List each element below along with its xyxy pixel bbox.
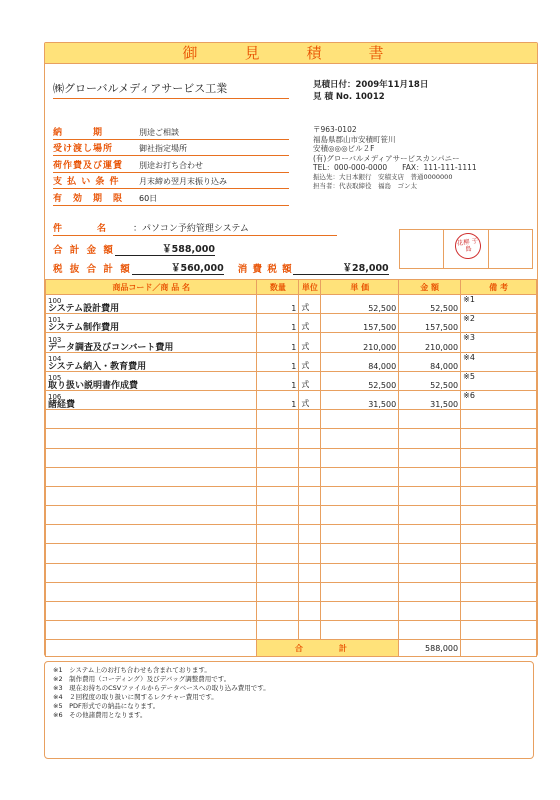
empty-row: [46, 544, 537, 563]
item-code: 100: [48, 297, 62, 306]
item-code: 101: [48, 316, 62, 325]
term-row: [53, 156, 289, 173]
term-value: 別途ご相談: [139, 127, 179, 137]
item-cell: [46, 390, 257, 409]
table-row: [46, 333, 537, 352]
sender-info: [313, 125, 477, 192]
header-price: 単 価: [321, 280, 399, 295]
document-title: 御 見 積 書: [45, 43, 537, 64]
customer-name: ㈱グローバルメディアサービス工業: [53, 80, 289, 99]
table-header-row: [46, 280, 537, 295]
item-unit: 式: [299, 314, 321, 333]
term-key: 納 期: [53, 127, 104, 138]
total-amount-row: [53, 237, 413, 256]
tax-label: 消 費 税 額: [237, 264, 293, 275]
term-key: 有 効 期 限: [53, 193, 124, 204]
term-key: 荷作費及び運賃: [53, 160, 124, 171]
sender-address2: 安積◎◎◎ビル２F: [313, 144, 375, 153]
item-name: システム制作費用: [48, 323, 120, 334]
estimate-no-label: 見 積 No.: [313, 92, 353, 102]
item-qty: 1: [257, 352, 299, 371]
table-row: [46, 371, 537, 390]
empty-row: [46, 602, 537, 621]
term-value: 別途お打ち合わせ: [139, 160, 203, 170]
stamp-cell: [489, 230, 532, 268]
terms-block: [53, 123, 289, 206]
term-value: 60日: [139, 193, 158, 203]
date-value: 2009年11月18日: [355, 80, 429, 90]
item-unit: 式: [299, 371, 321, 390]
item-note: ※4: [461, 352, 537, 371]
sender-person: 担当者：代表取締役 福島 ゴン太: [313, 182, 417, 190]
term-key: 支 払 い 条 件: [53, 177, 120, 187]
estimate-no-value: 10012: [355, 92, 385, 102]
item-note: ※3: [461, 333, 537, 352]
pretax-row: [53, 256, 413, 275]
item-note: ※2: [461, 314, 537, 333]
company-seal: 花柳 子島: [453, 231, 482, 260]
empty-row: [46, 410, 537, 429]
item-name: システム設計費用: [48, 304, 120, 315]
empty-row: [46, 506, 537, 525]
item-qty: 1: [257, 295, 299, 314]
estimate-meta: [313, 79, 428, 103]
item-qty: 1: [257, 333, 299, 352]
empty-row: [46, 467, 537, 486]
item-cell: [46, 314, 257, 333]
item-qty: 1: [257, 390, 299, 409]
sender-company: (有)グローバルメディアサービスカンパニー: [313, 153, 460, 163]
subject-line: 件 名 ：パソコン予約管理システム: [53, 221, 337, 236]
item-price: 31,500: [321, 390, 399, 409]
item-price: 157,500: [321, 314, 399, 333]
sender-bank: 振込先：大日本銀行 安積支店 普通0000000: [313, 172, 453, 181]
header-qty: 数量: [257, 280, 299, 295]
item-name: データ調査及びコンバート費用: [48, 342, 174, 353]
pretax-value: ￥560,000: [132, 260, 224, 275]
item-unit: 式: [299, 295, 321, 314]
item-qty: 1: [257, 371, 299, 390]
header-unit: 単位: [299, 280, 321, 295]
table-total-value: 588,000: [399, 640, 461, 657]
sender-zip: 〒963-0102: [313, 125, 357, 134]
total-value: ￥588,000: [115, 241, 215, 256]
date-label: 見積日付：: [313, 80, 356, 90]
item-price: 52,500: [321, 295, 399, 314]
term-row: [53, 123, 289, 140]
sender-address1: 福島県郡山市安積町笹川: [313, 134, 396, 144]
sender-tel-fax: TEL：000-000-0000 FAX：111-111-1111: [313, 163, 477, 172]
item-note: ※6: [461, 390, 537, 409]
item-amount: 31,500: [399, 390, 461, 409]
empty-row: [46, 582, 537, 601]
item-code: 106: [48, 393, 62, 402]
empty-row: [46, 563, 537, 582]
item-cell: [46, 371, 257, 390]
table-row: [46, 295, 537, 314]
item-note: ※1: [461, 295, 537, 314]
item-code: 104: [48, 354, 62, 363]
item-code: 105: [48, 373, 62, 382]
table-total-label: 合 計: [257, 640, 399, 657]
table-total-row: [46, 640, 537, 657]
table-row: [46, 352, 537, 371]
subject-key: 件 名: [53, 224, 109, 234]
item-unit: 式: [299, 390, 321, 409]
header-amount: 金 額: [399, 280, 461, 295]
item-code: 103: [48, 335, 62, 344]
note-line: ※2 制作費用（コーディング）及びデバッグ調整費用です。: [53, 675, 231, 683]
note-line: ※3 現在お持ちのCSVファイルからデータベースへの取り込み費用です。: [53, 684, 270, 692]
empty-row: [46, 429, 537, 448]
empty-row: [46, 448, 537, 467]
item-name: システム納入・教育費用: [48, 361, 147, 372]
item-price: 52,500: [321, 371, 399, 390]
empty-row: [46, 621, 537, 640]
item-unit: 式: [299, 352, 321, 371]
item-qty: 1: [257, 314, 299, 333]
item-cell: [46, 352, 257, 371]
table-row: [46, 314, 537, 333]
term-row: [53, 140, 289, 157]
item-cell: [46, 333, 257, 352]
item-amount: 52,500: [399, 295, 461, 314]
note-line: ※4 ２回程度の取り扱いに関するレクチャー費用です。: [53, 693, 218, 701]
term-value: 御社指定場所: [139, 144, 187, 153]
term-key: 受け渡し場所: [53, 144, 114, 154]
stamp-cell: [400, 230, 444, 268]
note-line: ※5 PDF形式での納品になります。: [53, 702, 160, 710]
total-label: 合 計 金 額: [53, 245, 115, 256]
table-row: [46, 390, 537, 409]
notes-box: [44, 661, 534, 759]
header-item: 商品コード／商 品 名: [46, 280, 257, 295]
item-price: 210,000: [321, 333, 399, 352]
note-line: ※6 その他諸費用となります。: [53, 711, 147, 719]
item-note: ※5: [461, 371, 537, 390]
totals-block: [53, 237, 413, 275]
item-price: 84,000: [321, 352, 399, 371]
header-note: 備 考: [461, 280, 537, 295]
item-amount: 52,500: [399, 371, 461, 390]
term-row: [53, 173, 289, 190]
item-amount: 157,500: [399, 314, 461, 333]
item-cell: [46, 295, 257, 314]
term-row: [53, 189, 289, 206]
tax-value: ￥28,000: [293, 260, 389, 275]
estimate-sheet: [44, 42, 538, 656]
subject-value: パソコン予約管理システム: [142, 224, 249, 234]
pretax-label: 税 抜 合 計 額: [53, 264, 132, 275]
empty-row: [46, 525, 537, 544]
item-amount: 84,000: [399, 352, 461, 371]
item-name: 諸経費: [48, 400, 76, 411]
empty-row: [46, 486, 537, 505]
item-name: 取り扱い説明書作成費: [48, 380, 139, 391]
note-line: ※1 システム上のお打ち合わせも含まれております。: [53, 666, 211, 674]
item-amount: 210,000: [399, 333, 461, 352]
term-value: 月末締め翌月末振り込み: [139, 177, 227, 186]
items-table: [45, 279, 537, 657]
item-unit: 式: [299, 333, 321, 352]
